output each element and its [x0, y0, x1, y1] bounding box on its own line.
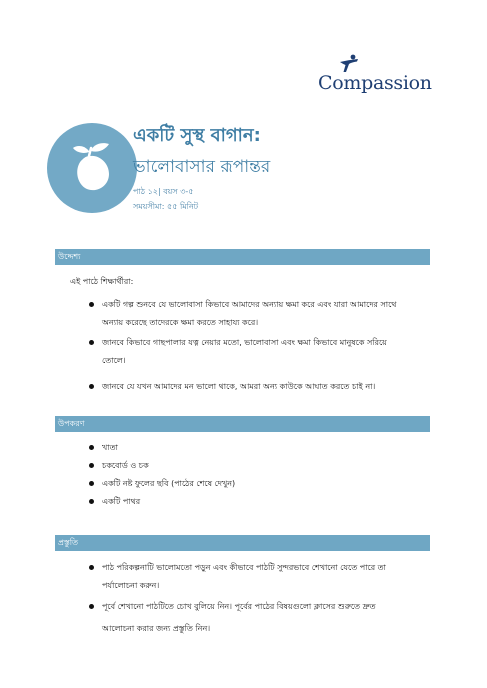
materials-list [102, 439, 235, 511]
page-subtitle: ভালোবাসার রূপান্তর [133, 157, 271, 177]
objective-list-2 [102, 334, 387, 352]
list-item: পূর্বে শেখানো পাঠটিতে চোখ বুলিয়ে নিন। পূর্বের পাঠের বিষয়গুলো ক্লাসের শুরুতে দ্রুত [102, 598, 376, 616]
lesson-age-meta: পাঠ ১২| বয়স ৩-৫ [133, 187, 194, 196]
list-item: একটি গল্প শুনবে যে ভালোবাসা কিভাবে আমাদের অন্যায় ক্ষমা করে এবং যারা আমাদের সাথে [102, 296, 396, 314]
objective-intro: এই পাঠে শিক্ষার্থীরা: [70, 277, 134, 286]
list-item: জানবে কিভাবে গাছপালার যত্ন নেয়ার মতো, ভালোবাসা এবং ক্ষমা কিভাবে মানুষকে সরিয়ে [102, 334, 387, 352]
lesson-icon-circle [47, 123, 137, 213]
objective-section-header: উদ্দেশ্য [55, 249, 430, 265]
preparation-list-2 [102, 598, 376, 616]
person-figure-icon [338, 54, 360, 74]
list-item-continuation: আলোচনা করার জন্য প্রস্তুতি নিন। [102, 624, 211, 633]
objective-list-3 [102, 378, 375, 396]
list-item: পাঠ পরিকল্পনাটি ভালোমতো পড়ুন এবং কীভাবে পাঠটি সুন্দরভাবে শেখানো যেতে পারে তা [102, 559, 386, 577]
list-item-continuation: অন্যায় করেছে তাদেরকে ক্ষমা করতে সাহায্য করে। [102, 318, 259, 327]
duration-meta: সময়সীমা: ৫৫ মিনিট [133, 202, 199, 211]
preparation-list [102, 559, 386, 577]
list-item-continuation: তোলে। [102, 356, 126, 365]
list-item-continuation: পর্যালোচনা করুন। [102, 581, 160, 590]
objective-list [102, 296, 396, 314]
mango-icon [67, 141, 117, 196]
preparation-section-header: প্রস্তুতি [55, 535, 430, 551]
page-title: একটি সুস্থ বাগান: [133, 125, 261, 146]
list-item: একটি পাথর [102, 493, 235, 511]
list-item: চকবোর্ড ও চক [102, 457, 235, 475]
list-item: একটি নষ্ট ফুলের ছবি (পাঠের শেষে দেখুন) [102, 475, 235, 493]
list-item: জানবে যে যখন আমাদের মন ভালো থাকে, আমরা অন্য কাউকে আঘাত করতে চাই না। [102, 378, 375, 396]
logo-wordmark: Compassion [318, 72, 432, 94]
materials-section-header: উপকরণ [55, 416, 430, 432]
list-item: খাতা [102, 439, 235, 457]
compassion-logo [318, 52, 436, 100]
